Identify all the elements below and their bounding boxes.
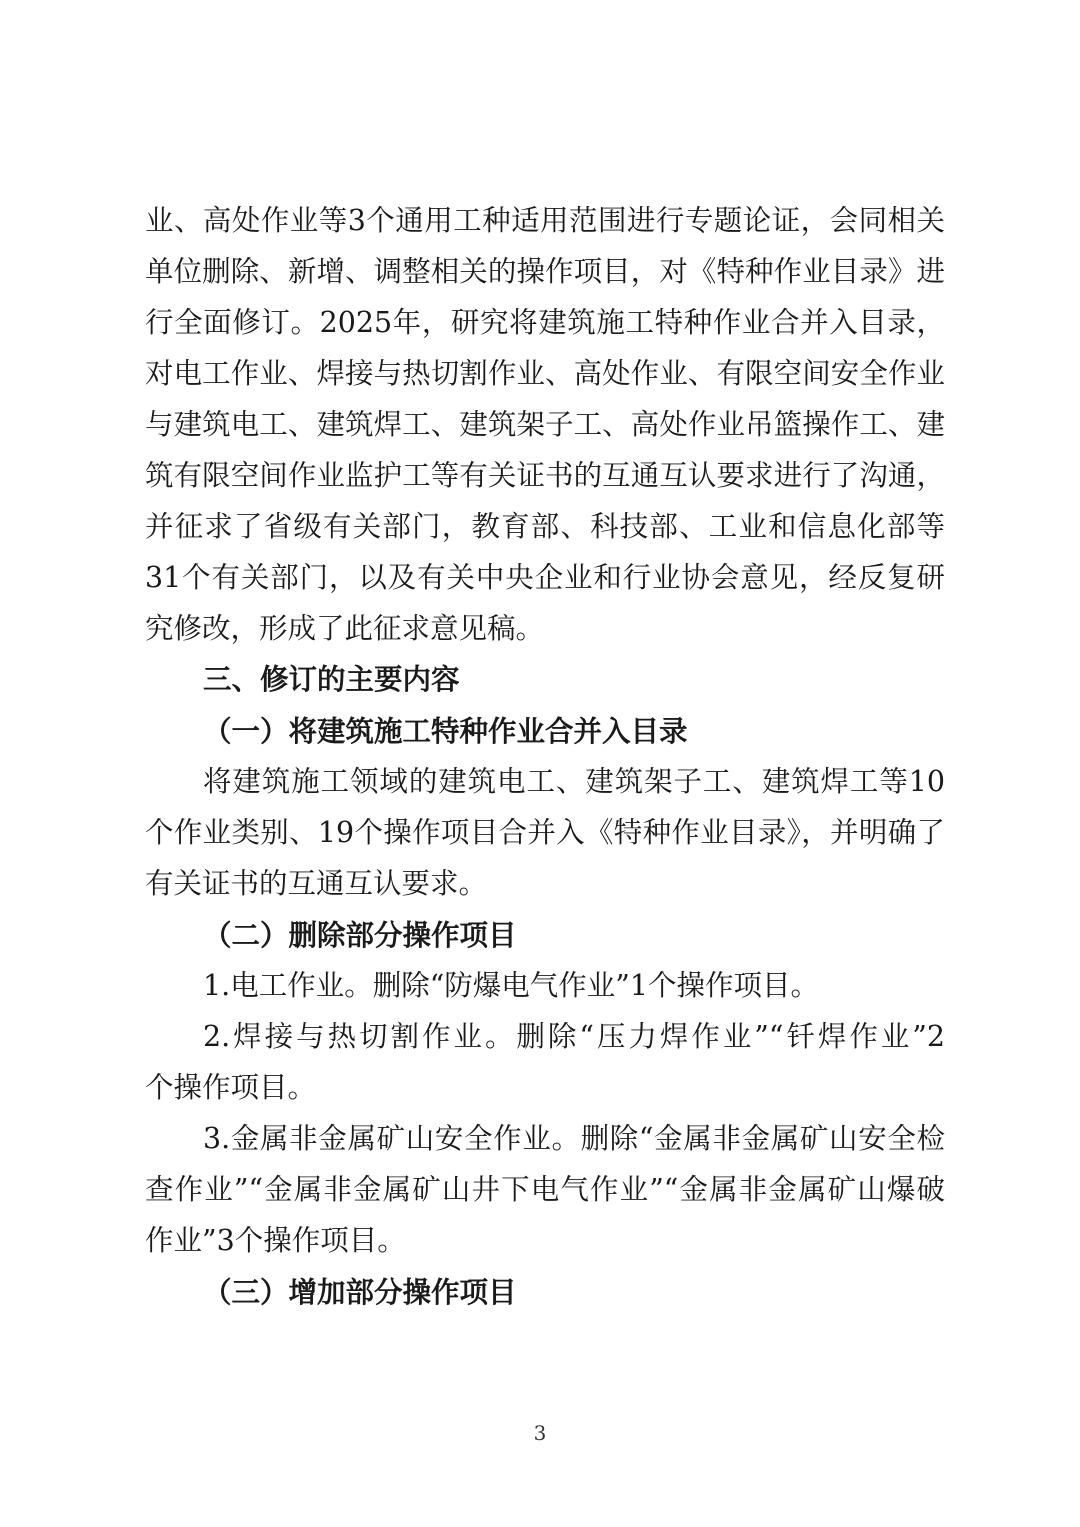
paragraph-line: 单位删除、新增、调整相关的操作项目，对《特种作业目录》进 [145, 255, 945, 288]
paragraph-line: 行全面修订。2025年，研究将建筑施工特种作业合并入目录， [145, 306, 945, 339]
subsection-heading: （二）删除部分操作项目 [203, 918, 517, 952]
paragraph-line: 对电工作业、焊接与热切割作业、高处作业、有限空间安全作业 [145, 357, 945, 390]
paragraph-line: 与建筑电工、建筑焊工、建筑架子工、高处作业吊篮操作工、建 [145, 408, 945, 441]
paragraph-line: 个作业类别、19个操作项目合并入《特种作业目录》，并明确了 [145, 816, 945, 849]
page-number: 3 [533, 1421, 547, 1445]
list-item: 1.电工作业。删除“防爆电气作业”1个操作项目。 [203, 969, 819, 1002]
list-item-continued: 查作业”“金属非金属矿山井下电气作业”“金属非金属矿山爆破 [145, 1173, 945, 1206]
paragraph-line: 有关证书的互通互认要求。 [145, 867, 488, 900]
list-item-continued: 作业”3个操作项目。 [145, 1224, 406, 1257]
paragraph-line: 并征求了省级有关部门，教育部、科技部、工业和信息化部等 [145, 510, 945, 543]
section-heading: 三、修订的主要内容 [203, 663, 460, 696]
paragraph-line: 筑有限空间作业监护工等有关证书的互通互认要求进行了沟通， [145, 459, 945, 492]
list-item: 3.金属非金属矿山安全作业。删除“金属非金属矿山安全检 [203, 1122, 945, 1155]
subsection-heading: （三）增加部分操作项目 [203, 1275, 517, 1309]
list-item-continued: 个操作项目。 [145, 1071, 317, 1104]
list-item: 2.焊接与热切割作业。删除“压力焊作业”“钎焊作业”2 [203, 1020, 945, 1053]
paragraph-line: 将建筑施工领域的建筑电工、建筑架子工、建筑焊工等10 [203, 765, 945, 798]
paragraph-line: 究修改，形成了此征求意见稿。 [145, 612, 545, 645]
paragraph-line: 业、高处作业等3个通用工种适用范围进行专题论证，会同相关 [145, 204, 945, 237]
subsection-heading: （一）将建筑施工特种作业合并入目录 [203, 714, 688, 748]
paragraph-line: 31个有关部门，以及有关中央企业和行业协会意见，经反复研 [145, 561, 945, 594]
